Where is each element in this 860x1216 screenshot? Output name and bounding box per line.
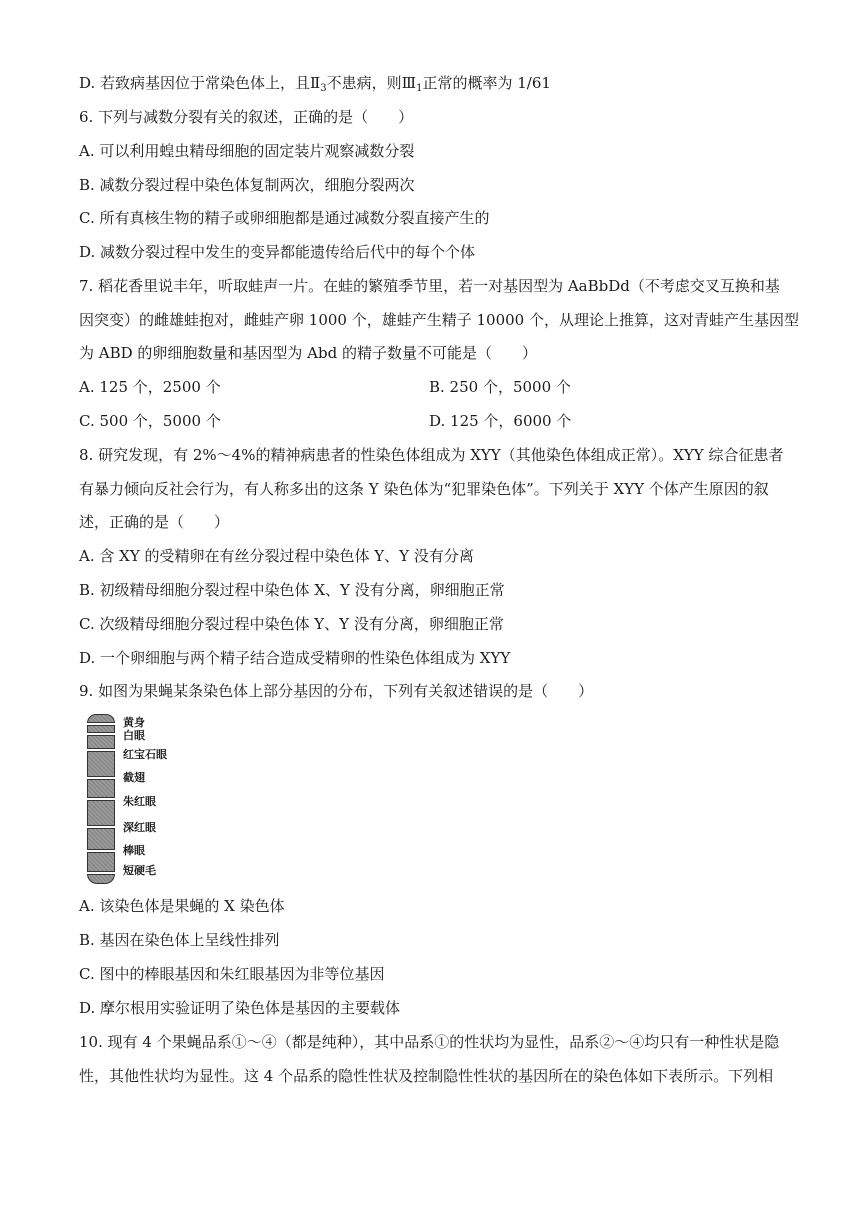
question-8-line-2: 有暴力倾向反社会行为，有人称多出的这条 Y 染色体为“犯罪染色体”。下列关于 XYY 个体产生原因的叙 [79, 480, 769, 498]
q7-option-a: A. 125 个，2500 个 [79, 378, 221, 396]
question-8-line-1: 8. 研究发现，有 2%～4%的精神病患者的性染色体组成为 XYY（其他染色体组成正常）。XYY 综合征患者 [79, 446, 784, 464]
q8-option-c: C. 次级精母细胞分裂过程中染色体 Y、Y 没有分离，卵细胞正常 [79, 615, 504, 633]
q9-option-a: A. 该染色体是果蝇的 X 染色体 [79, 897, 285, 915]
q6-option-a: A. 可以利用蝗虫精母细胞的固定装片观察减数分裂 [79, 142, 415, 160]
q8-option-d: D. 一个卵细胞与两个精子结合造成受精卵的性染色体组成为 XYY [79, 649, 511, 667]
option-d-previous [79, 73, 551, 99]
option-d-text-3: 正常的概率为 1/61 [422, 74, 551, 92]
subscript-1: 1 [416, 83, 423, 94]
q6-option-b: B. 减数分裂过程中染色体复制两次，细胞分裂两次 [79, 176, 415, 194]
chromosome-band-7 [87, 852, 115, 872]
chromosome-band-5 [87, 800, 115, 826]
gene-label-ruby-eye: 红宝石眼 [123, 748, 167, 761]
question-10-line-2: 性，其他性状均为显性。这 4 个品系的隐性性状及控制隐性性状的基因所在的染色体如下表所示。下列相 [79, 1067, 774, 1085]
chromosome-band-1 [87, 725, 115, 733]
chromosome-bottom-cap [87, 874, 115, 884]
chromosome-band-2 [87, 735, 115, 749]
gene-label-short-bristle: 短硬毛 [123, 864, 156, 877]
q9-option-c: C. 图中的棒眼基因和朱红眼基因为非等位基因 [79, 965, 385, 983]
chromosome-figure [87, 714, 115, 884]
question-9: 9. 如图为果蝇某条染色体上部分基因的分布，下列有关叙述错误的是（ ） [79, 682, 594, 700]
q7-option-b: B. 250 个，5000 个 [429, 378, 571, 396]
q7-option-d: D. 125 个，6000 个 [429, 412, 572, 430]
chromosome-band-6 [87, 828, 115, 850]
question-7-line-1: 7. 稻花香里说丰年，听取蛙声一片。在蛙的繁殖季节里，若一对基因型为 AaBbDd（不考虑交叉互换和基 [79, 277, 780, 295]
chromosome-top-cap [87, 714, 115, 723]
option-d-text-2: 不患病，则Ⅲ [326, 74, 417, 92]
option-d-text-1: D. 若致病基因位于常染色体上，且Ⅱ [79, 74, 321, 92]
q6-option-c: C. 所有真核生物的精子或卵细胞都是通过减数分裂直接产生的 [79, 209, 490, 227]
q8-option-b: B. 初级精母细胞分裂过程中染色体 X、Y 没有分离，卵细胞正常 [79, 581, 505, 599]
q8-option-a: A. 含 XY 的受精卵在有丝分裂过程中染色体 Y、Y 没有分离 [79, 547, 474, 565]
gene-label-yellow-body: 黄身 [123, 716, 145, 729]
q6-option-d: D. 减数分裂过程中发生的变异都能遗传给后代中的每个个体 [79, 243, 476, 261]
gene-label-cut-wing: 截翅 [123, 771, 145, 784]
chromosome-band-4 [87, 779, 115, 798]
q7-option-c: C. 500 个，5000 个 [79, 412, 221, 430]
gene-label-garnet-eye: 深红眼 [123, 821, 156, 834]
gene-label-white-eye: 白眼 [123, 729, 145, 742]
gene-label-bar-eye: 棒眼 [123, 844, 145, 857]
question-6: 6. 下列与减数分裂有关的叙述，正确的是（ ） [79, 108, 414, 126]
gene-label-vermilion-eye: 朱红眼 [123, 795, 156, 808]
q9-option-d: D. 摩尔根用实验证明了染色体是基因的主要载体 [79, 999, 401, 1017]
q9-option-b: B. 基因在染色体上呈线性排列 [79, 931, 280, 949]
subscript-3: 3 [320, 83, 327, 94]
question-7-line-2: 因突变）的雌雄蛙抱对，雌蛙产卵 1000 个，雄蛙产生精子 10000 个，从理论上推算，这对青蛙产生基因型 [79, 311, 799, 329]
question-10-line-1: 10. 现有 4 个果蝇品系①～④（都是纯种），其中品系①的性状均为显性，品系②～④均只有一种性状是隐 [79, 1033, 780, 1051]
chromosome-band-3 [87, 751, 115, 777]
question-7-line-3: 为 ABD 的卵细胞数量和基因型为 Abd 的精子数量不可能是（ ） [79, 344, 537, 362]
question-8-line-3: 述，正确的是（ ） [79, 513, 230, 531]
